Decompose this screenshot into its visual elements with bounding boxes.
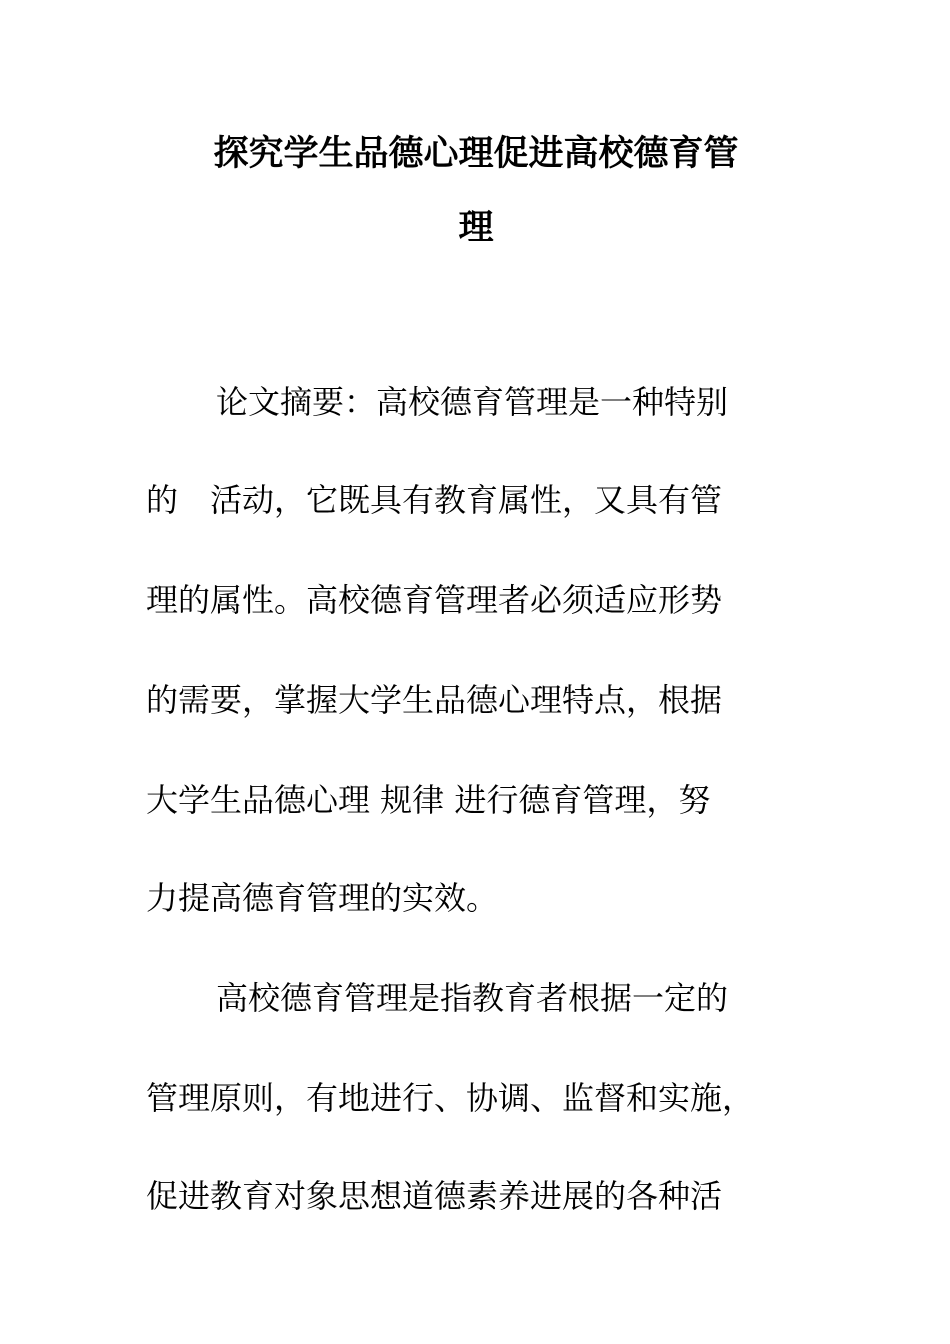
paragraph-line-3: 促进教育对象思想道德素养进展的各种活: [146, 1177, 723, 1215]
paragraph-line-1: 高校德育管理是指教育者根据一定的: [216, 979, 729, 1017]
abstract-line-6: 力提高德育管理的实效。: [146, 879, 499, 917]
abstract-line-4: 的需要，掌握大学生品德心理特点，根据: [146, 681, 723, 719]
abstract-line-3: 理的属性。高校德育管理者必须适应形势: [146, 581, 723, 619]
paragraph-line-2: 管理原则，有地进行、协调、监督和实施，: [146, 1079, 755, 1117]
document-title-line-2: 理: [458, 207, 494, 248]
document-title-line-1: 探究学生品德心理促进高校德育管: [213, 133, 739, 174]
abstract-line-2: 的 活动，它既具有教育属性，又具有管: [146, 481, 723, 519]
abstract-line-1: 论文摘要：高校德育管理是一种特别: [216, 383, 729, 421]
abstract-line-5: 大学生品德心理 规律 进行德育管理，努: [146, 781, 711, 819]
